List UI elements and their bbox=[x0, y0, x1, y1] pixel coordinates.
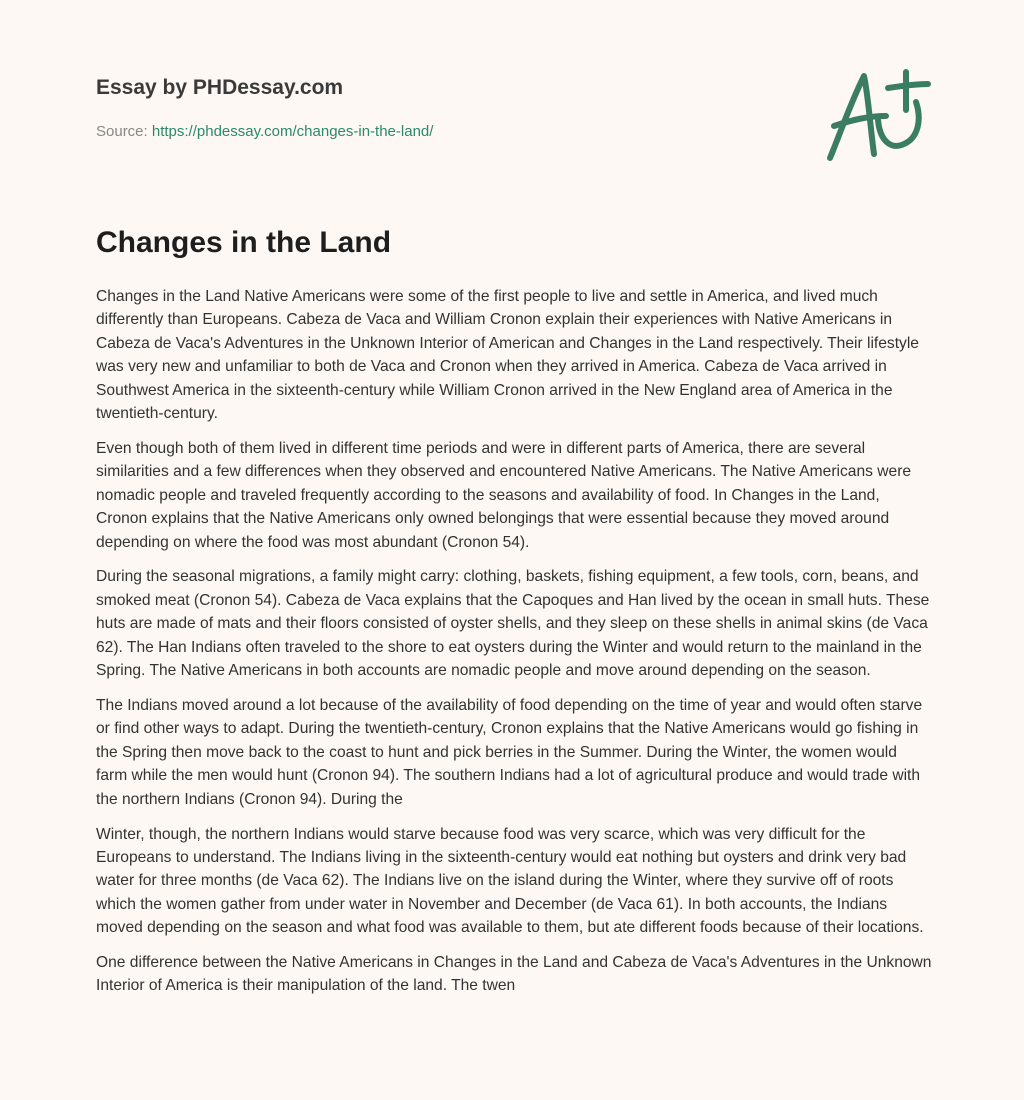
essay-title: Changes in the Land bbox=[96, 226, 392, 259]
brand-title: Essay by PHDessay.com bbox=[96, 76, 344, 99]
site-header bbox=[96, 76, 433, 140]
essay-paragraph: Changes in the Land Native Americans were some of the first people to live and settle in America, and lived much differently than Europeans. Cabeza de Vaca and William Cronon explain their experiences with Native Americans in Cabeza de Vaca's Adventures in the Unknown Interior of American and Changes in the Land respectively. Their lifestyle was very new and unfamiliar to both de Vaca and Cronon when they arrived in America. Cabeza de Vaca arrived in Southwest America in the sixteenth-century while William Cronon arrived in the New England area of America in the twentieth-century. bbox=[96, 288, 919, 423]
essay-paragraph: Winter, though, the northern Indians would starve because food was very scarce, which was very difficult for the Europeans to understand. The Indians living in the sixteenth-century would eat nothing but oysters and drink very bad water for three months (de Vaca 62). The Indians live on the island during the Winter, where they survive off of roots which the women gather from under water in November and December (de Vaca 61). In both accounts, the Indians moved depending on the season and what food was available to them, but ate different foods because of their locations. bbox=[96, 825, 924, 937]
essay-paragraph: Even though both of them lived in different time periods and were in different parts of America, there are several similarities and a few differences when they observed and encountered Native Americans. The Native Americans were nomadic people and traveled frequently according to the seasons and availability of food. In Changes in the Land, Cronon explains that the Native Americans only owned belongings that were essential because they moved around depending on where the food was most abundant (Cronon 54). bbox=[96, 439, 912, 551]
essay-paragraph: One difference between the Native Americans in Changes in the Land and Cabeza de Vaca's Adventures in the Unknown Interior of America is their manipulation of the land. The twen bbox=[96, 954, 932, 995]
essay-paragraph: The Indians moved around a lot because of the availability of food depending on the time of year and would often starve or find other ways to adapt. During the twentieth-century, Cronon explains that the Native Americans would go fishing in the Spring then move back to the coast to hunt and pick berries in the Summer. During the Winter, the women would farm while the men would hunt (Cronon 94). The southern Indians had a lot of agricultural produce and would trade with the northern Indians (Cronon 94). During the bbox=[96, 697, 923, 808]
source-label: Source: bbox=[96, 123, 148, 140]
source-link[interactable]: https://phdessay.com/changes-in-the-land/ bbox=[151, 123, 434, 140]
essay-paragraph: During the seasonal migrations, a family might carry: clothing, baskets, fishing equipment, a few tools, corn, beans, and smoked meat (Cronon 54). Cabeza de Vaca explains that the Capoques and Han lived by the ocean in small huts. These huts are made of mats and their floors consisted of oyster shells, and they sleep on these shells in animal skins (de Vaca 62). The Han Indians often traveled to the shore to eat oysters during the Winter and would return to the mainland in the Spring. The Native Americans in both accounts are nomadic people and move around depending on the season. bbox=[96, 568, 930, 680]
essay-body bbox=[96, 285, 932, 1009]
source-line bbox=[96, 123, 433, 140]
a-plus-logo-icon bbox=[818, 64, 938, 168]
